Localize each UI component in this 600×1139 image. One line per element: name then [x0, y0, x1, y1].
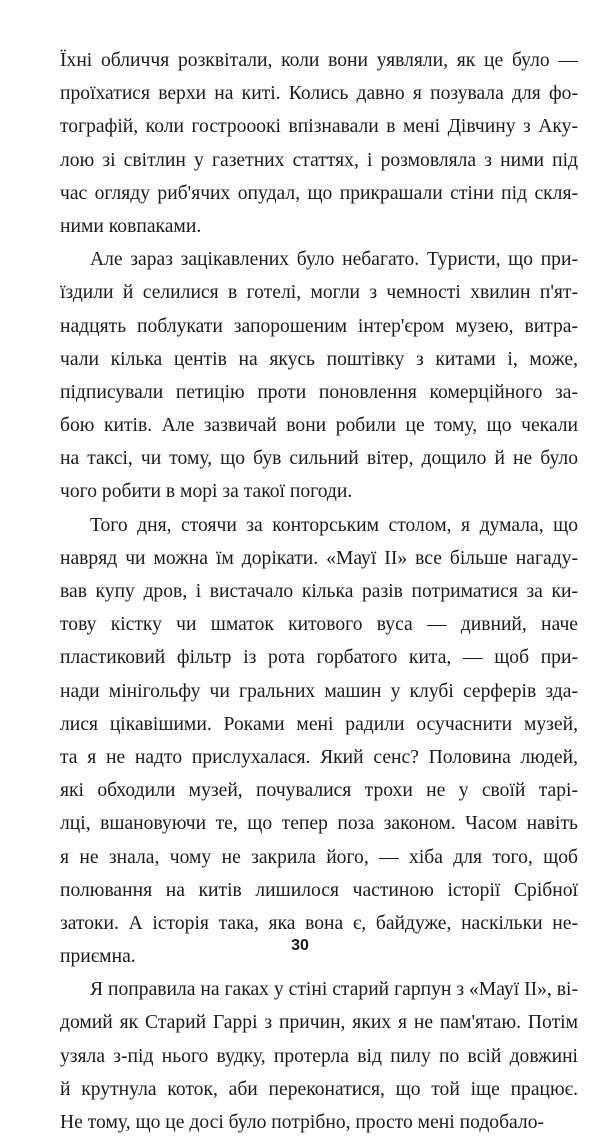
text-line: пластиковий фільтр із рота горбатого кита, — щоб при- — [60, 647, 578, 669]
text-line: навряд чи можна їм дорікати. «Мауї ІІ» все більше нагаду- — [60, 547, 578, 569]
text-line: час огляду риб'ячих опудал, що прикрашали стіни під скля- — [60, 182, 578, 204]
text-line: приємна. — [60, 946, 136, 968]
text-line: я не знала, чому не закрила його, — хіба для того, щоб — [60, 846, 578, 868]
text-line: затоки. А історія така, яка вона є, байдуже, наскільки не- — [60, 912, 578, 934]
text-line: чали кілька центів на якусь поштівку з китами і, може, — [60, 348, 578, 370]
text-line: узяла з-під нього вудку, протерла від пилу по всій довжині — [60, 1045, 578, 1067]
text-line: підписували петицію проти поновлення комерційного за- — [60, 381, 578, 403]
text-line: лою зі світлин у газетних статтях, і розмовляла з ними під — [60, 149, 578, 171]
text-line: тографій, коли гострооокі впізнавали в мені Дівчину з Аку- — [60, 116, 578, 138]
paragraph — [60, 973, 578, 1139]
text-line: надцять поблукати запорошеним інтер'єром музею, витра- — [60, 315, 578, 337]
text-line: Того дня, стоячи за конторським столом, я думала, що — [90, 514, 578, 536]
text-line: полювання на китів лишилося частиною історії Срібної — [60, 879, 578, 901]
page-number: 30 — [291, 937, 309, 954]
text-line: Я поправила на гаках у стіні старий гарпун з «Мауї ІІ», ві- — [90, 979, 578, 1001]
text-line: які обходили музей, почувалися трохи не у своїй тарі- — [60, 780, 578, 802]
text-line: чого робити в морі за такої погоди. — [60, 481, 353, 503]
text-line: їздили й селилися в готелі, могли з чемності хвилин п'ят- — [60, 282, 578, 304]
text-line: на таксі, чи тому, що був сильний вітер, дощило й не було — [60, 448, 578, 470]
body-text — [60, 44, 578, 1139]
text-line: проїхатися верхи на киті. Колись давно я позувала для фо- — [60, 83, 578, 105]
paragraph — [60, 509, 578, 974]
text-line: й крутнула коток, аби переконатися, що той іще працює. — [60, 1078, 578, 1100]
text-line: Але зараз зацікавлених було небагато. Туристи, що при- — [90, 249, 578, 271]
text-line: нади мінігольфу чи гральних машин у клубі серферів здa- — [60, 680, 578, 702]
text-line: Їхні обличчя розквітали, коли вони уявляли, як це було — — [60, 50, 578, 71]
text-line: та я не надто прислухалася. Який сенс? Половина людей, — [60, 746, 578, 768]
text-line: ними ковпаками. — [60, 215, 202, 237]
text-line: лці, вшановуючи те, що тепер поза законом. Часом навіть — [60, 813, 578, 835]
text-line: лися цікавішими. Роками мені радили осучаснити музей, — [60, 713, 578, 735]
paragraph — [60, 44, 578, 243]
text-line: домий як Старий Гаррі з причин, яких я не пам'ятаю. Потім — [60, 1012, 578, 1034]
text-line: тову кістку чи шматок китового вуса — дивний, наче — [60, 614, 578, 636]
paragraph — [60, 243, 578, 509]
text-line: вав купу дров, і вистачало кілька разів потриматися за ки- — [60, 581, 578, 602]
text-line: бою китів. Але зазвичай вони робили це тому, що чекали — [60, 415, 578, 437]
text-line: Не тому, що це досі було потрібно, просто мені подобало- — [60, 1112, 545, 1133]
